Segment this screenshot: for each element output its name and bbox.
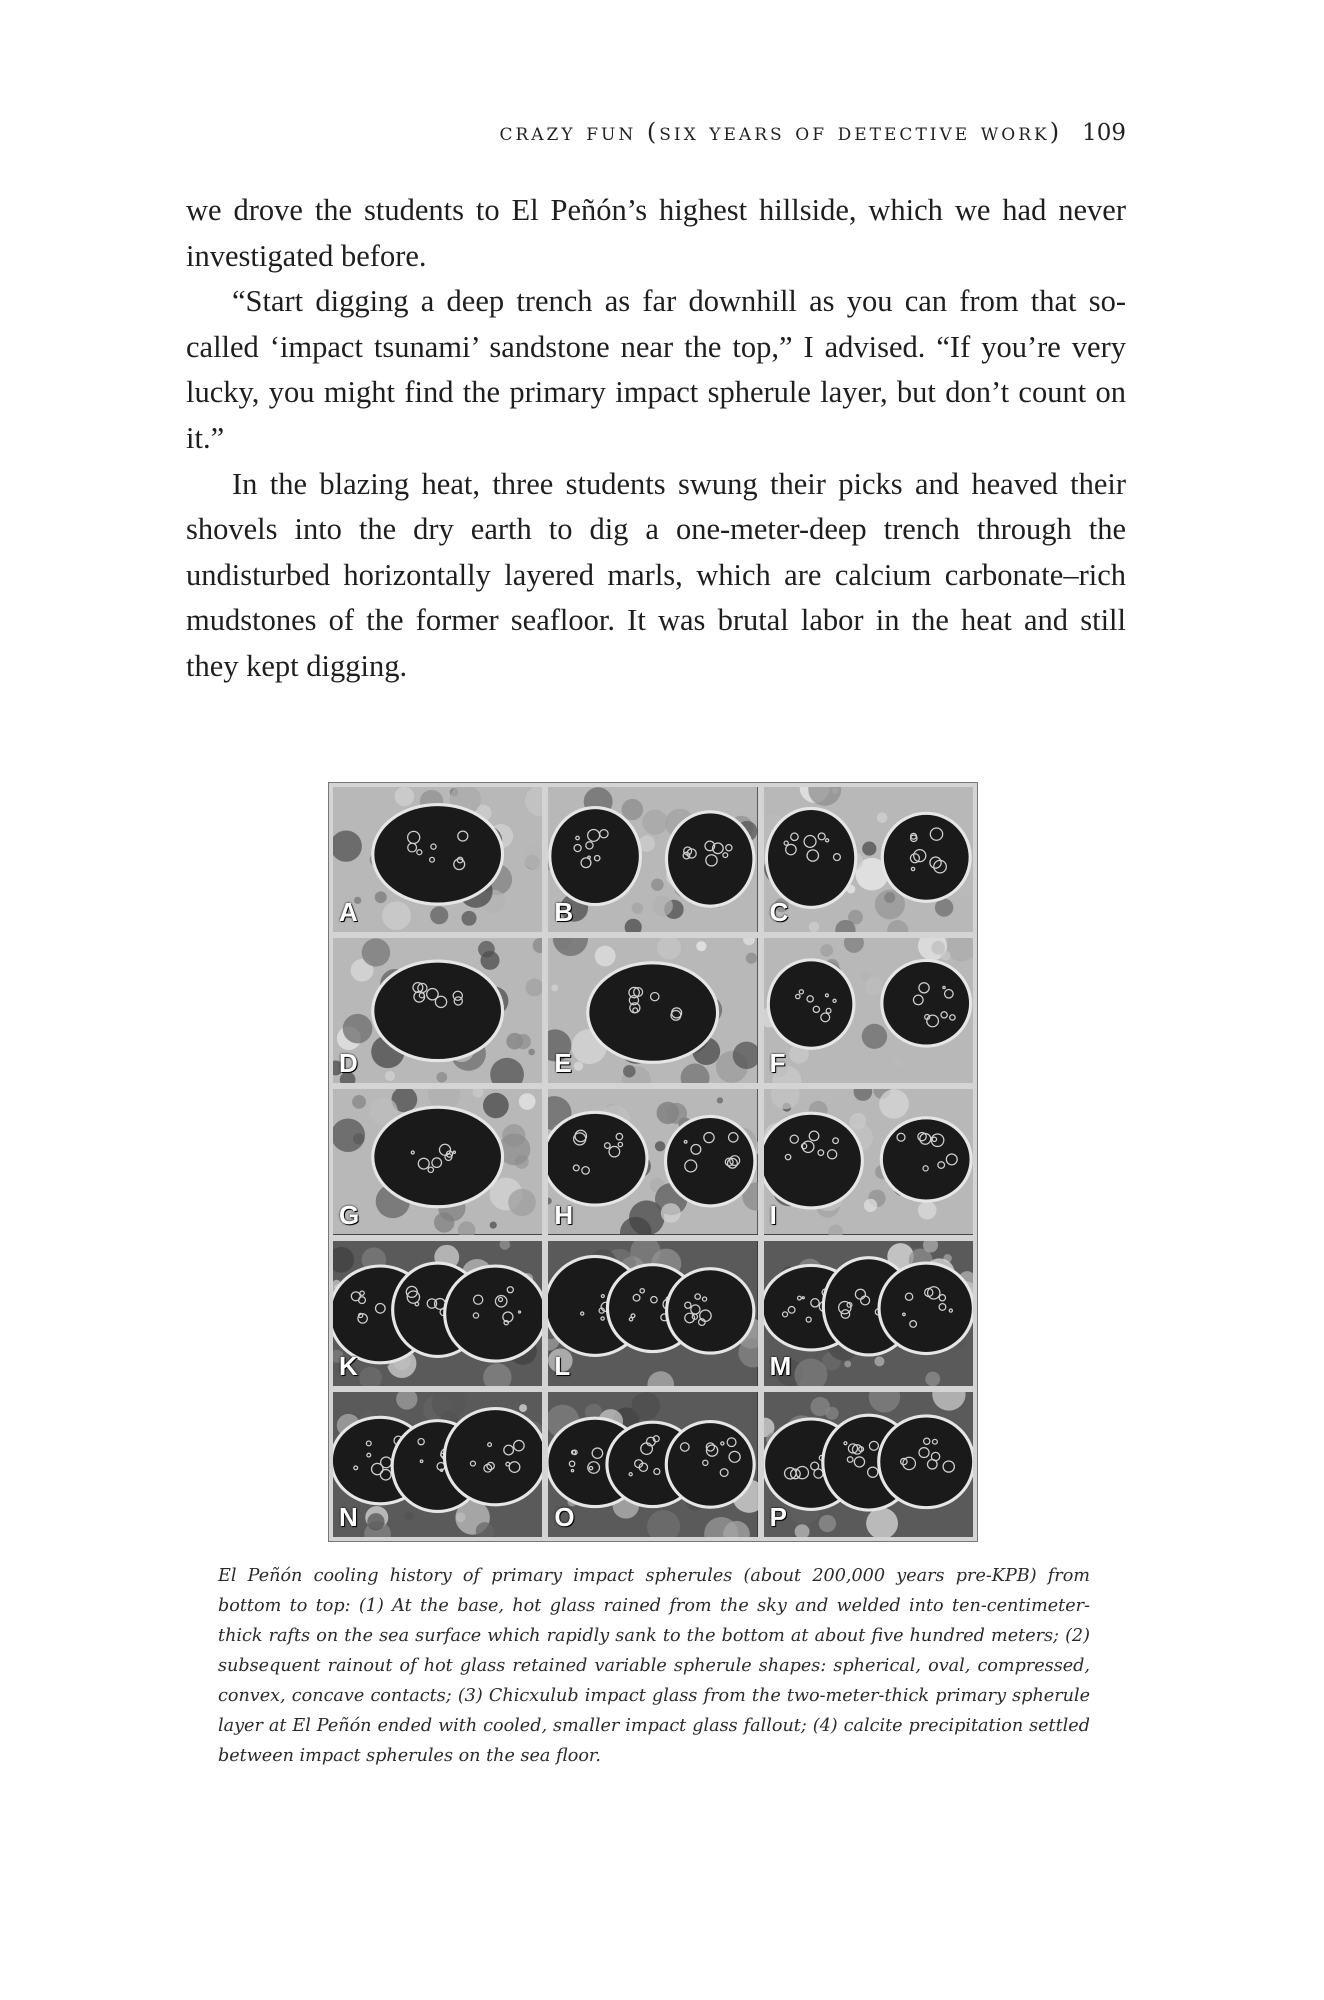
figure-panel xyxy=(764,787,973,932)
panel-label: I xyxy=(769,1199,777,1230)
spherule-figure xyxy=(328,782,978,1542)
micrograph-image xyxy=(548,938,757,1083)
figure-panel xyxy=(333,1241,542,1386)
panel-label: L xyxy=(554,1350,571,1381)
panel-label: H xyxy=(554,1199,574,1230)
figure-panel xyxy=(764,1392,973,1537)
panel-label: N xyxy=(339,1501,358,1532)
micrograph-image xyxy=(333,938,542,1083)
panel-label: F xyxy=(769,1048,786,1079)
figure-panel xyxy=(333,938,542,1083)
paragraph: In the blazing heat, three students swung their picks and heaved their shovels into the dry earth to dig a one-meter-deep trench through the undisturbed horizontally layered marls, which are calcium carbonate–rich mudstones of the former seafloor. It was brutal labor in the heat and still they kept digging. xyxy=(186,466,1126,683)
micrograph-image xyxy=(333,1392,542,1537)
figure-caption: El Peñón cooling history of primary impact spherules (about 200,000 years pre-KPB) from bottom to top: (1) At the base, hot glass rained from the sky and welded into ten-centimeter-thick rafts on the sea surface which rapidly sank to the bottom at about five hundred meters; (2) subsequent rainout of hot glass retained variable spherule shapes: spherical, oval, compressed, convex, concave contacts; (3) Chicxulub impact glass from the two-meter-thick primary spherule layer at El Peñón ended with cooled, smaller impact glass fallout; (4) calcite precipitation settled between impact spherules on the sea floor. xyxy=(218,1566,1090,1766)
micrograph-image xyxy=(333,1241,542,1386)
figure-panel xyxy=(548,938,757,1083)
figure-panel xyxy=(548,787,757,932)
panel-label: M xyxy=(769,1350,792,1381)
figure-panel xyxy=(764,938,973,1083)
figure-panel xyxy=(333,1392,542,1537)
micrograph-image xyxy=(764,787,973,932)
running-head xyxy=(186,118,1126,146)
panel-label: B xyxy=(554,897,574,928)
chapter-title: crazy fun (six years of detective work) xyxy=(499,118,1063,146)
figure-panel xyxy=(548,1241,757,1386)
micrograph-image xyxy=(764,938,973,1083)
panel-label: D xyxy=(339,1048,358,1079)
micrograph-image xyxy=(548,1089,757,1234)
figure-panel xyxy=(548,1089,757,1234)
panel-label: E xyxy=(554,1048,572,1079)
panel-label: A xyxy=(339,897,358,928)
panel-label: P xyxy=(769,1501,787,1532)
body-text xyxy=(186,188,1126,690)
panel-label: K xyxy=(339,1350,358,1381)
micrograph-image xyxy=(548,1392,757,1537)
page-number: 109 xyxy=(1082,120,1126,146)
paragraph: “Start digging a deep trench as far downhill as you can from that so-called ‘impact tsunami’ sandstone near the top,” I advised. “If you’re very lucky, you might find the primary impact spherule layer, but don’t count on it.” xyxy=(186,284,1126,455)
micrograph-image xyxy=(764,1392,973,1537)
micrograph-image xyxy=(548,787,757,932)
figure-panel xyxy=(333,1089,542,1234)
paragraph: we drove the students to El Peñón’s highest hillside, which we had never investigated before. xyxy=(186,193,1126,273)
panel-label: G xyxy=(339,1199,360,1230)
panel-label: C xyxy=(769,897,789,928)
micrograph-image xyxy=(548,1241,757,1386)
figure-panel xyxy=(764,1089,973,1234)
figure-panel xyxy=(333,787,542,932)
micrograph-image xyxy=(764,1089,973,1234)
figure-panel xyxy=(548,1392,757,1537)
figure-panel xyxy=(764,1241,973,1386)
micrograph-image xyxy=(333,787,542,932)
micrograph-image xyxy=(764,1241,973,1386)
micrograph-image xyxy=(333,1089,542,1234)
panel-label: O xyxy=(554,1501,575,1532)
